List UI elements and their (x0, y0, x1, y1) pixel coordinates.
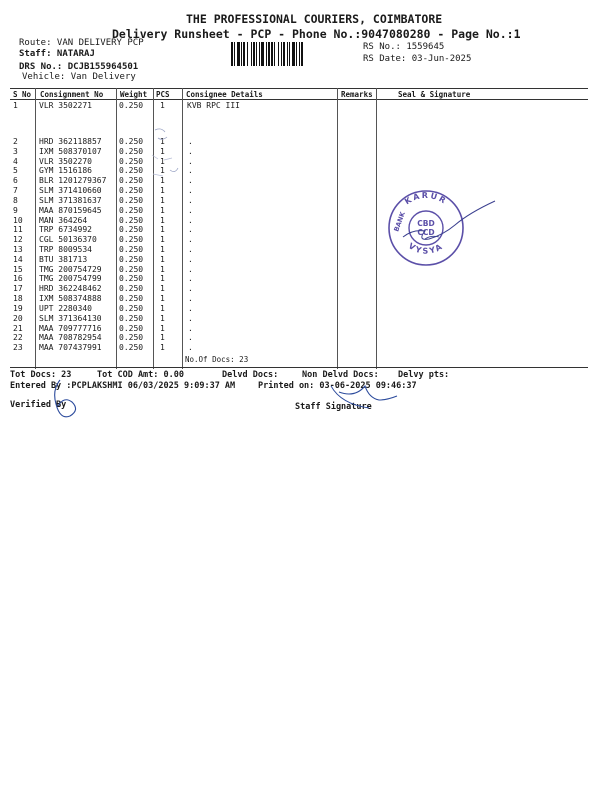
row-consignment: MAA 707437991 (39, 343, 102, 353)
recipient-signature (395, 195, 505, 255)
verified-by: Verified By (10, 400, 67, 410)
staff-signature (325, 372, 415, 414)
row-sno: 12 (13, 235, 23, 245)
row-consignment: BTU 381713 (39, 254, 88, 264)
drs-number: DRS No.: DCJB155964501 (19, 62, 139, 72)
row-weight: 0.250 (119, 274, 144, 284)
row-sno: 21 (13, 323, 23, 333)
row-consignee: . (188, 146, 193, 156)
row-consignment: IXM 508374888 (39, 294, 102, 304)
row-consignee: . (188, 323, 193, 333)
rs-number: RS No.: 1559645 (363, 42, 445, 52)
table-row (10, 333, 340, 343)
col-header-pcs: PCS (156, 90, 170, 99)
row-consignment: UPT 2280340 (39, 303, 92, 313)
delivered-docs: Delvd Docs: (222, 370, 279, 380)
row-consignment: MAA 870159645 (39, 205, 102, 215)
table-header-border (10, 99, 588, 100)
col-header-consignment: Consignment No (40, 90, 104, 99)
stamp-center-line2: CCD (417, 228, 435, 237)
vehicle-label: Vehicle: Van Delivery (22, 72, 136, 82)
table-row (10, 235, 340, 245)
row-consignment: TMG 200754729 (39, 264, 102, 274)
col-header-weight: Weight (120, 90, 148, 99)
row-sno: 9 (13, 205, 18, 215)
row-consignment: HRD 362118857 (39, 137, 102, 146)
row-pcs: 1 (160, 343, 165, 353)
row-consignment: SLM 371364130 (39, 313, 102, 323)
table-row (10, 314, 340, 324)
row-pcs: 1 (160, 235, 165, 245)
row-sno: 3 (13, 146, 18, 156)
row-sno: 23 (13, 343, 23, 353)
row-sno: 16 (13, 274, 23, 284)
row-weight: 0.250 (119, 333, 144, 343)
row-sno: 22 (13, 333, 23, 343)
non-delivered-docs: Non Delvd Docs: (302, 370, 379, 380)
row-pcs: 1 (160, 284, 165, 294)
rs-date: RS Date: 03-Jun-2025 (363, 54, 472, 64)
row-pcs: 1 (160, 303, 165, 313)
table-row (10, 284, 340, 294)
row-consignment: HRD 362248462 (39, 284, 102, 294)
row-sno: 8 (13, 195, 18, 205)
staff-label: Staff: NATARAJ (19, 49, 95, 59)
row-pcs: 1 (160, 137, 165, 146)
table-top-border (10, 88, 588, 89)
row-weight: 0.250 (119, 156, 144, 166)
row-pcs: 1 (160, 254, 165, 264)
row-consignment: MAA 709777716 (39, 323, 102, 333)
entered-by: Entered By :PCPLAKSHMI 06/03/2025 9:09:37 AM (10, 381, 236, 391)
document-title: THE PROFESSIONAL COURIERS, COIMBATORE (186, 12, 443, 26)
row-sno: 14 (13, 254, 23, 264)
row-sno: 7 (13, 186, 18, 196)
row-consignment: SLM 371410660 (39, 186, 102, 196)
col-header-sno: S No (13, 90, 32, 99)
row-consignee: . (188, 245, 193, 255)
row-sno: 15 (13, 264, 23, 274)
table-row (10, 265, 340, 275)
table-bottom-border (10, 367, 588, 368)
printed-on: Printed on: 03-06-2025 09:46:37 (258, 381, 417, 391)
row-weight: 0.250 (119, 195, 144, 205)
col-divider (376, 88, 377, 369)
row-consignee: . (188, 195, 193, 205)
table-row (10, 304, 340, 314)
row-consignment: CGL 50136370 (39, 235, 97, 245)
row-weight: 0.250 (119, 284, 144, 294)
row-weight: 0.250 (119, 245, 144, 255)
total-docs: Tot Docs: 23 (10, 370, 72, 380)
row-weight: 0.250 (119, 146, 144, 156)
row-pcs: 1 (160, 156, 165, 166)
table-row (10, 186, 340, 196)
row-sno: 19 (13, 303, 23, 313)
table-row (10, 343, 340, 353)
row-weight: 0.250 (119, 101, 144, 110)
row-sno: 18 (13, 294, 23, 304)
row-pcs: 1 (160, 274, 165, 284)
row-consignee: . (188, 215, 193, 225)
row-sno: 5 (13, 166, 18, 176)
row-consignee: . (188, 294, 193, 304)
staff-signature-label: Staff Signature (295, 402, 372, 412)
row-consignment: TMG 200754799 (39, 274, 102, 284)
row-pcs: 1 (160, 215, 165, 225)
runsheet-subtitle: Delivery Runsheet - PCP - Phone No.:9047080280 - Page No.:1 (112, 27, 521, 41)
table-row (10, 255, 340, 265)
row-consignee: KVB RPC III (187, 101, 240, 110)
row-consignee: . (188, 343, 193, 353)
row-consignment: GYM 1516186 (39, 166, 92, 176)
row-sno: 10 (13, 215, 23, 225)
row-pcs: 1 (160, 186, 165, 196)
row-consignee: . (188, 186, 193, 196)
row-sno: 2 (13, 137, 18, 146)
row-pcs: 1 (160, 264, 165, 274)
stamp-left-text: BANK (392, 210, 407, 233)
row-weight: 0.250 (119, 166, 144, 176)
row-consignee: . (188, 225, 193, 235)
row-pcs: 1 (160, 225, 165, 235)
barcode (231, 42, 356, 66)
row-consignee: . (188, 303, 193, 313)
row-weight: 0.250 (119, 254, 144, 264)
row-weight: 0.250 (119, 186, 144, 196)
row-weight: 0.250 (119, 215, 144, 225)
table-row (10, 294, 340, 304)
faint-scan-marks (150, 110, 195, 180)
row-weight: 0.250 (119, 303, 144, 313)
row-consignment: IXM 508370107 (39, 146, 102, 156)
row-pcs: 1 (160, 176, 165, 186)
row-weight: 0.250 (119, 313, 144, 323)
row-pcs: 1 (160, 245, 165, 255)
table-row (10, 216, 340, 226)
row-consignee: . (188, 264, 193, 274)
row-sno: 13 (13, 245, 23, 255)
row-consignee: . (188, 313, 193, 323)
table-row (10, 196, 340, 206)
row-sno: 20 (13, 313, 23, 323)
row-pcs: 1 (160, 101, 165, 110)
col-header-remarks: Remarks (341, 90, 373, 99)
row-weight: 0.250 (119, 225, 144, 235)
verifier-signature (30, 376, 90, 424)
table-row (10, 225, 340, 235)
row-consignment: TRP 6734992 (39, 225, 92, 235)
row-pcs: 1 (160, 195, 165, 205)
row-consignee: . (188, 166, 193, 176)
row-pcs: 1 (160, 166, 165, 176)
stamp-bottom-text: VYSYA (406, 241, 446, 256)
row-sno: 6 (13, 176, 18, 186)
row-consignee: . (188, 156, 193, 166)
row-consignee: . (188, 205, 193, 215)
row-pcs: 1 (160, 205, 165, 215)
row-weight: 0.250 (119, 205, 144, 215)
route-label: Route: VAN DELIVERY PCP (19, 38, 144, 48)
row-weight: 0.250 (119, 323, 144, 333)
row-weight: 0.250 (119, 176, 144, 186)
row-weight: 0.250 (119, 294, 144, 304)
col-header-seal: Seal & Signature (398, 90, 471, 99)
row-consignee: . (188, 137, 193, 146)
row-consignment: BLR 1201279367 (39, 176, 107, 186)
stamp-top-text: KARUR (403, 190, 449, 207)
row-consignee: . (188, 333, 193, 343)
row-weight: 0.250 (119, 264, 144, 274)
row-consignment: MAA 708782954 (39, 333, 102, 343)
row-weight: 0.250 (119, 137, 144, 146)
row-consignee: . (188, 284, 193, 294)
row-consignment: MAN 364264 (39, 215, 88, 225)
table-row (10, 324, 340, 334)
row-sno: 4 (13, 156, 18, 166)
col-header-consignee: Consignee Details (186, 90, 263, 99)
row-consignee: . (188, 274, 193, 284)
total-cod-amount: Tot COD Amt: 0.00 (97, 370, 184, 380)
row-consignment: SLM 371381637 (39, 195, 102, 205)
stamp-center-line1: CBD (417, 219, 435, 228)
row-sno: 1 (13, 101, 18, 110)
row-consignee: . (188, 254, 193, 264)
table-row (10, 274, 340, 284)
no-of-docs: No.Of Docs: 23 (185, 355, 249, 364)
row-pcs: 1 (160, 313, 165, 323)
row-pcs: 1 (160, 323, 165, 333)
row-sno: 11 (13, 225, 23, 235)
row-weight: 0.250 (119, 235, 144, 245)
delivery-points: Delvy pts: (398, 370, 450, 380)
row-sno: 17 (13, 284, 23, 294)
row-pcs: 1 (160, 146, 165, 156)
row-consignment: TRP 8009534 (39, 245, 92, 255)
row-pcs: 1 (160, 294, 165, 304)
row-consignee: . (188, 235, 193, 245)
row-consignee: . (188, 176, 193, 186)
table-row (10, 206, 340, 216)
table-row (10, 245, 340, 255)
row-weight: 0.250 (119, 343, 144, 353)
row-consignment: VLR 3502271 (39, 101, 92, 110)
row-consignment: VLR 3502270 (39, 156, 92, 166)
row-pcs: 1 (160, 333, 165, 343)
